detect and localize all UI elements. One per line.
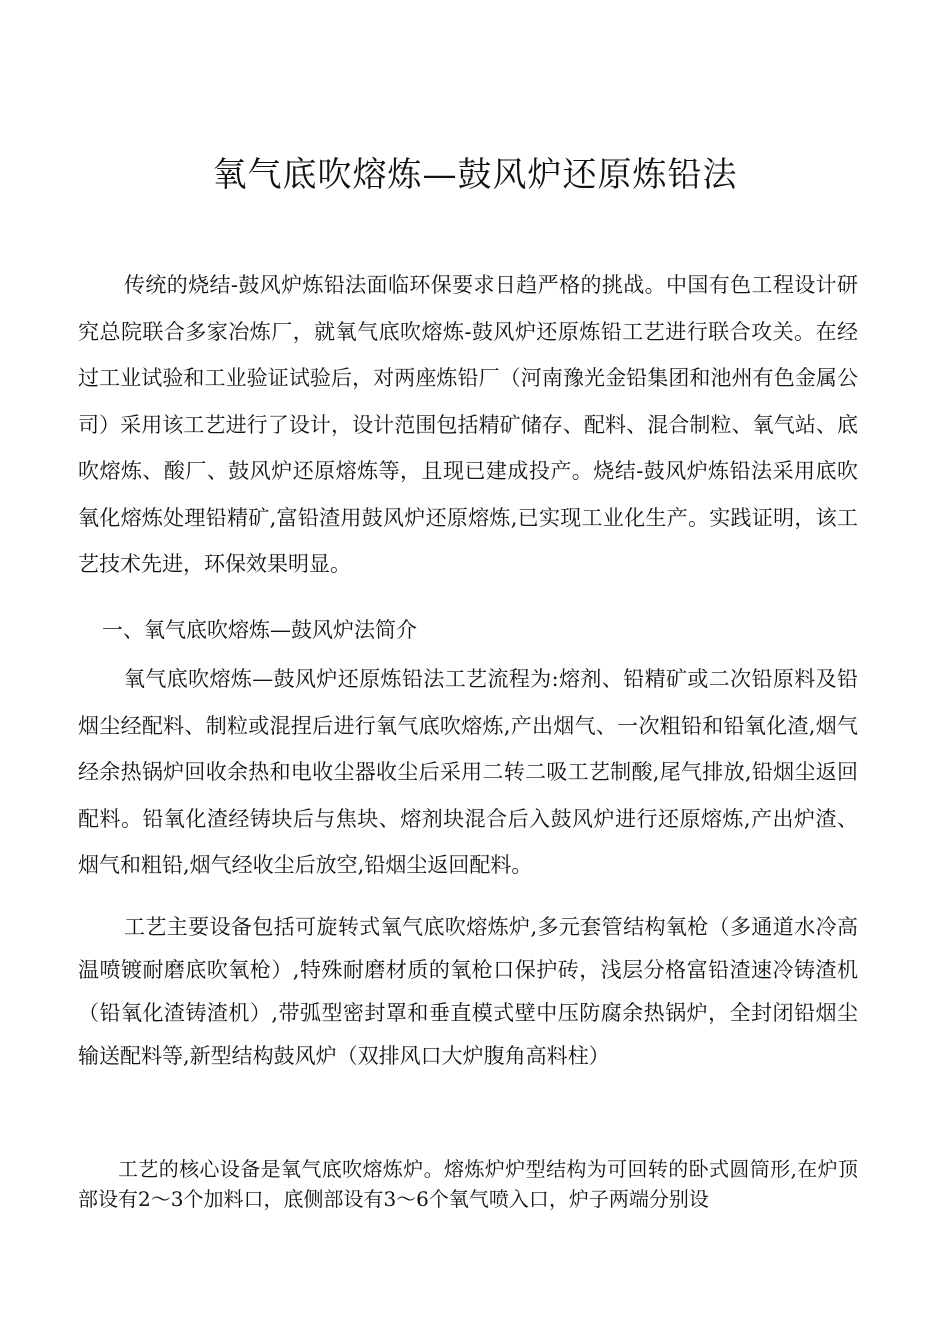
core-equipment-paragraph: 工艺的核心设备是氧气底吹熔炼炉。熔炼炉炉型结构为可回转的卧式圆筒形,在炉顶部设有2～3个加料口，底侧部设有3～6个氧气喷入口，炉子两端分别设 — [78, 1157, 858, 1211]
document-title: 氧气底吹熔炼—鼓风炉还原炼铅法 — [212, 155, 738, 195]
process-flow-paragraph: 氧气底吹熔炼—鼓风炉还原炼铅法工艺流程为:熔剂、铅精矿或二次铅原料及铅烟尘经配料、制粒或混捏后进行氧气底吹熔炼,产出烟气、一次粗铅和铅氧化渣,烟气经余热锅炉回收余热和电收尘器收尘后采用二转二吸工艺制酸,尾气排放,铅烟尘返回配料。铅氧化渣经铸块后与焦块、熔剂块混合后入鼓风炉进行还原熔炼,产出炉渣、烟气和粗铅,烟气经收尘后放空,铅烟尘返回配料。 — [78, 667, 858, 877]
section-heading: 一、氧气底吹熔炼—鼓风炉法简介 — [102, 618, 417, 642]
equipment-paragraph: 工艺主要设备包括可旋转式氧气底吹熔炼炉,多元套管结构氧枪（多通道水冷高温喷镀耐磨底吹氧枪）,特殊耐磨材质的氧枪口保护砖，浅层分格富铅渣速冷铸渣机（铅氧化渣铸渣机）,带弧型密封罩和垂直模式壁中压防腐余热锅炉，全封闭铅烟尘输送配料等,新型结构鼓风炉（双排风口大炉腹角高料柱） — [78, 915, 858, 1068]
intro-paragraph: 传统的烧结-鼓风炉炼铅法面临环保要求日趋严格的挑战。中国有色工程设计研究总院联合多家冶炼厂，就氧气底吹熔炼-鼓风炉还原炼铅工艺进行联合攻关。在经过工业试验和工业验证试验后，对两座炼铅厂（河南豫光金铅集团和池州有色金属公司）采用该工艺进行了设计，设计范围包括精矿储存、配料、混合制粒、氧气站、底吹熔炼、酸厂、鼓风炉还原熔炼等，且现已建成投产。烧结-鼓风炉炼铅法采用底吹氧化熔炼处理铅精矿,富铅渣用鼓风炉还原熔炼,已实现工业化生产。实践证明，该工艺技术先进，环保效果明显。 — [78, 273, 858, 576]
